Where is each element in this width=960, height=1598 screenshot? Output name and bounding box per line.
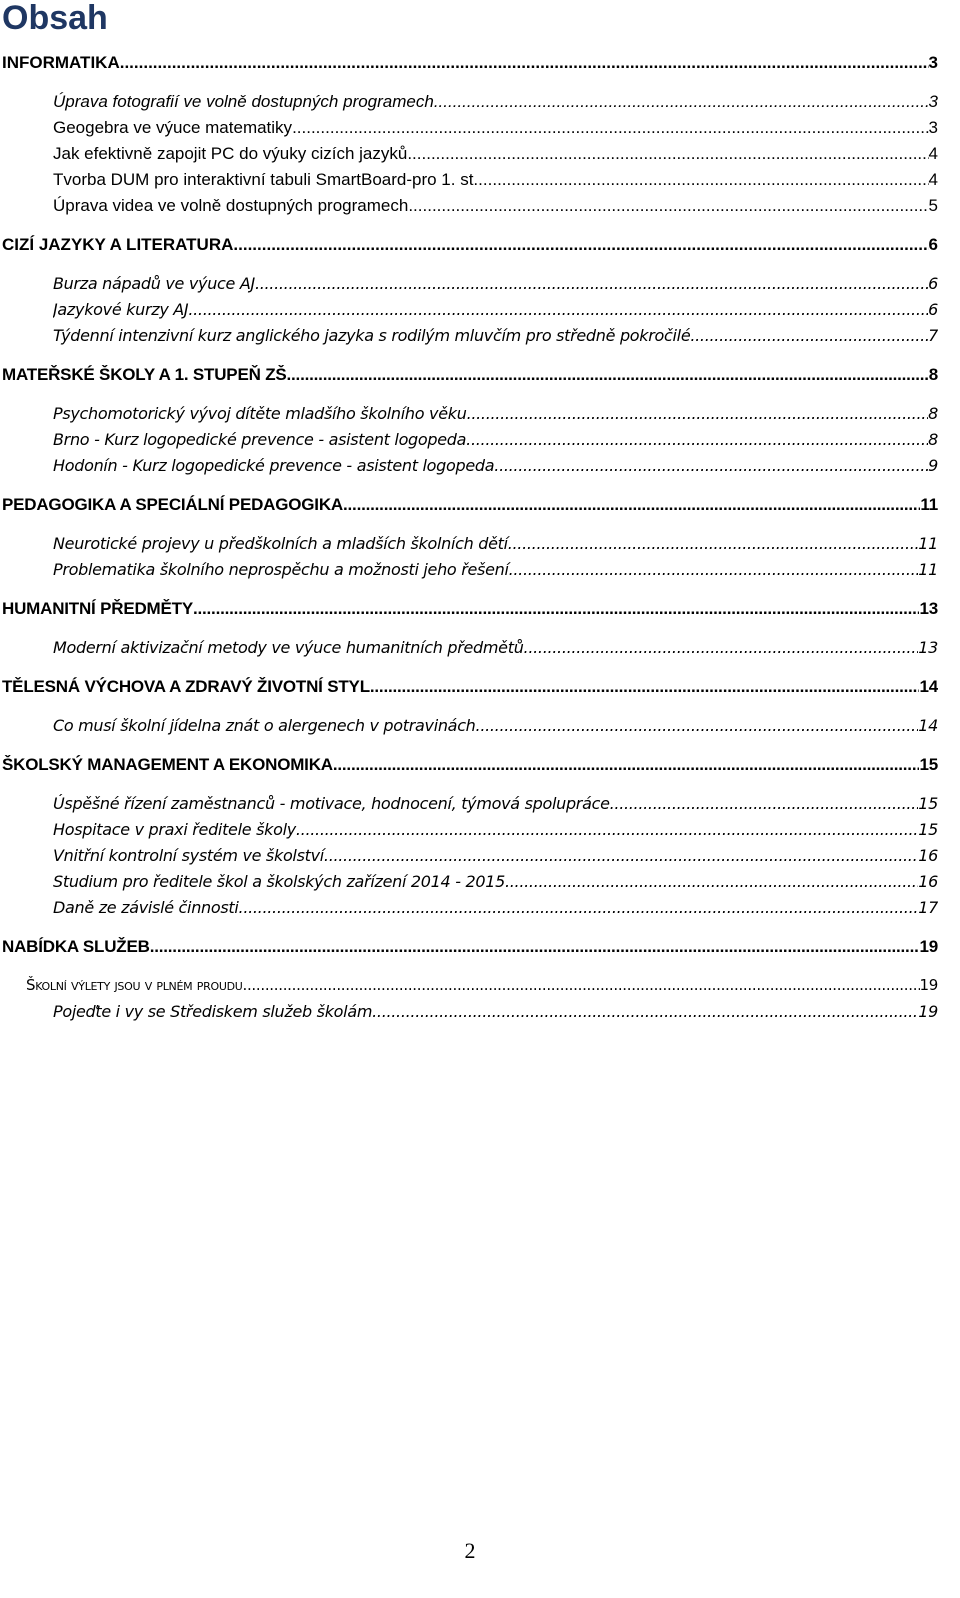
toc-entry[interactable] (53, 820, 938, 839)
toc-page-number: 11 (918, 534, 938, 553)
toc-entry-title: Tvorba DUM pro interaktivní tabuli SmartBoard-pro 1. st. (53, 170, 479, 189)
toc-leader-dots (255, 274, 928, 293)
page-title: Obsah (2, 0, 108, 37)
toc-leader-dots (193, 599, 920, 619)
toc-entry[interactable] (53, 196, 938, 216)
toc-entry-title: Neurotické projevy u předškolních a mladších školních dětí (53, 534, 508, 553)
toc-entry-title: Jak efektivně zapojit PC do výuky cizích jazyků (53, 144, 408, 163)
toc-leader-dots (610, 794, 919, 813)
toc-section[interactable] (2, 235, 938, 255)
toc-leader-dots (509, 560, 919, 579)
page-number: 2 (464, 1538, 476, 1563)
toc-page-number: 13 (919, 599, 938, 618)
toc-leader-dots (690, 326, 928, 345)
toc-leader-dots (434, 92, 929, 112)
toc-leader-dots (247, 976, 920, 994)
toc-leader-dots (478, 170, 928, 190)
toc-entry[interactable] (53, 1002, 938, 1021)
toc-entry[interactable] (53, 794, 938, 813)
toc-page-number: 13 (918, 638, 938, 657)
toc-entry-title: Týdenní intenzivní kurz anglického jazyka s rodilým mluvčím pro středně pokročilé (53, 326, 691, 345)
toc-entry-title: Psychomotorický vývoj dítěte mladšího školního věku (53, 404, 467, 423)
toc-leader-dots (494, 456, 928, 475)
toc-entry-title: ŠKOLSKÝ MANAGEMENT A EKONOMIKA (2, 755, 333, 774)
toc-section[interactable] (2, 365, 938, 385)
toc-page-number: 19 (918, 1002, 938, 1021)
toc-page-number: 15 (918, 820, 938, 839)
toc-page-number: 6 (928, 235, 938, 254)
toc-page-number: 15 (918, 794, 938, 813)
toc-leader-dots (508, 534, 919, 553)
toc-page-number: 4 (928, 144, 938, 163)
toc-leader-dots (343, 495, 920, 515)
toc-leader-dots (239, 898, 919, 917)
toc-entry-title: Studium pro ředitele škol a školských zařízení 2014 - 2015 (53, 872, 505, 891)
toc-page-number: 14 (919, 677, 938, 696)
toc-section[interactable] (2, 755, 938, 775)
toc-page-number: 11 (918, 560, 938, 579)
toc-entry[interactable] (53, 456, 938, 475)
toc-page-number: 8 (928, 404, 938, 423)
toc-page-number: 4 (928, 170, 938, 189)
toc-entry[interactable] (53, 430, 938, 449)
toc-leader-dots (292, 118, 928, 138)
toc-page-number: 11 (920, 495, 938, 514)
toc-entry-title: Úprava videa ve volně dostupných programech (53, 196, 409, 215)
toc-page-number: 3 (928, 53, 938, 72)
toc-entry-title: Daně ze závislé činnosti (53, 898, 239, 917)
toc-leader-dots (408, 196, 928, 216)
toc-leader-dots (233, 235, 928, 255)
toc-entry[interactable] (53, 898, 938, 917)
toc-entry-title: Jazykové kurzy AJ (53, 300, 189, 319)
toc-page-number: 16 (918, 872, 938, 891)
toc-leader-dots (407, 144, 928, 164)
toc-leader-dots (188, 300, 928, 319)
toc-section[interactable] (2, 599, 938, 619)
toc-page-number: 17 (918, 898, 938, 917)
toc-section[interactable] (2, 937, 938, 957)
toc-entry[interactable] (53, 846, 938, 865)
toc-entry[interactable] (53, 118, 938, 138)
toc-entry[interactable] (53, 274, 938, 293)
toc-entry[interactable] (53, 170, 938, 190)
toc-leader-dots (476, 716, 919, 735)
toc-entry[interactable] (53, 326, 938, 345)
toc-page-number: 9 (928, 456, 938, 475)
toc-leader-dots (524, 638, 919, 657)
toc-entry[interactable] (53, 144, 938, 164)
toc-entry[interactable] (53, 92, 938, 112)
toc-entry-title: Brno - Kurz logopedické prevence - asistent logopeda (53, 430, 467, 449)
toc-entry-title: NABÍDKA SLUŽEB (2, 937, 150, 956)
toc-entry-title: PEDAGOGIKA A SPECIÁLNÍ PEDAGOGIKA (2, 495, 343, 514)
toc-entry-title: Vnitřní kontrolní systém ve školství (53, 846, 324, 865)
toc-entry-title: Hodonín - Kurz logopedické prevence - asistent logopeda (53, 456, 495, 475)
toc-leader-dots (377, 1002, 918, 1021)
toc-leader-dots (324, 846, 918, 865)
toc-entry-title: Hospitace v praxi ředitele školy (53, 820, 296, 839)
toc-entry-title: Moderní aktivizační metody ve výuce humanitních předmětů (53, 638, 524, 657)
toc-page-number: 3 (928, 118, 938, 137)
toc-page-number: 19 (919, 976, 938, 994)
toc-page-number: 16 (918, 846, 938, 865)
toc-entry-title: Co musí školní jídelna znát o alergenech v potravinách (53, 716, 476, 735)
toc-section[interactable] (2, 53, 938, 73)
toc-page-number: 19 (919, 937, 938, 956)
toc-entry[interactable] (53, 872, 938, 891)
toc-entry-title: HUMANITNÍ PŘEDMĚTY (2, 599, 193, 618)
toc-entry[interactable] (53, 560, 938, 579)
toc-page-number: 7 (928, 326, 938, 345)
toc-entry[interactable] (53, 404, 938, 423)
toc-leader-dots (287, 365, 929, 385)
toc-leader-dots (333, 755, 920, 775)
toc-leader-dots (150, 937, 920, 957)
toc-page-number: 5 (928, 196, 938, 215)
toc-leader-dots (120, 53, 929, 73)
toc-leader-dots (296, 820, 918, 839)
toc-page-number: 8 (928, 365, 938, 384)
toc-page-number: 14 (918, 716, 938, 735)
toc-section[interactable] (2, 495, 938, 515)
toc-page-number: 15 (919, 755, 938, 774)
toc-page-number: 6 (928, 300, 938, 319)
toc-entry[interactable] (53, 300, 938, 319)
toc-entry-title: Úprava fotografií ve volně dostupných programech (53, 92, 434, 111)
toc-entry[interactable] (53, 716, 938, 735)
toc-entry-title: Burza nápadů ve výuce AJ (53, 274, 255, 293)
toc-entry-title: INFORMATIKA (2, 53, 120, 72)
toc-leader-dots (466, 430, 928, 449)
toc-leader-dots (467, 404, 929, 423)
toc-entry-title: CIZÍ JAZYKY A LITERATURA (2, 235, 234, 254)
toc-entry-title: Pojeďte i vy se Střediskem služeb školám. (53, 1002, 377, 1021)
toc-entry[interactable] (26, 976, 938, 994)
toc-section[interactable] (2, 677, 938, 697)
toc-entry-title: Školní výlety jsou v plném proudu. (26, 976, 247, 994)
toc-entry[interactable] (53, 638, 938, 657)
toc-page-number: 3 (928, 92, 938, 111)
toc-leader-dots (505, 872, 918, 891)
toc-entry-title: TĚLESNÁ VÝCHOVA A ZDRAVÝ ŽIVOTNÍ STYL (2, 677, 370, 696)
toc-entry-title: Geogebra ve výuce matematiky (53, 118, 293, 137)
toc-entry[interactable] (53, 534, 938, 553)
toc-page-number: 8 (928, 430, 938, 449)
toc-entry-title: Problematika školního neprospěchu a možnosti jeho řešení (53, 560, 509, 579)
toc-leader-dots (370, 677, 920, 697)
toc-page-number: 6 (928, 274, 938, 293)
toc-entry-title: Úspěšné řízení zaměstnanců - motivace, hodnocení, týmová spolupráce (53, 794, 610, 813)
toc-entry-title: MATEŘSKÉ ŠKOLY A 1. STUPEŇ ZŠ (2, 365, 287, 384)
